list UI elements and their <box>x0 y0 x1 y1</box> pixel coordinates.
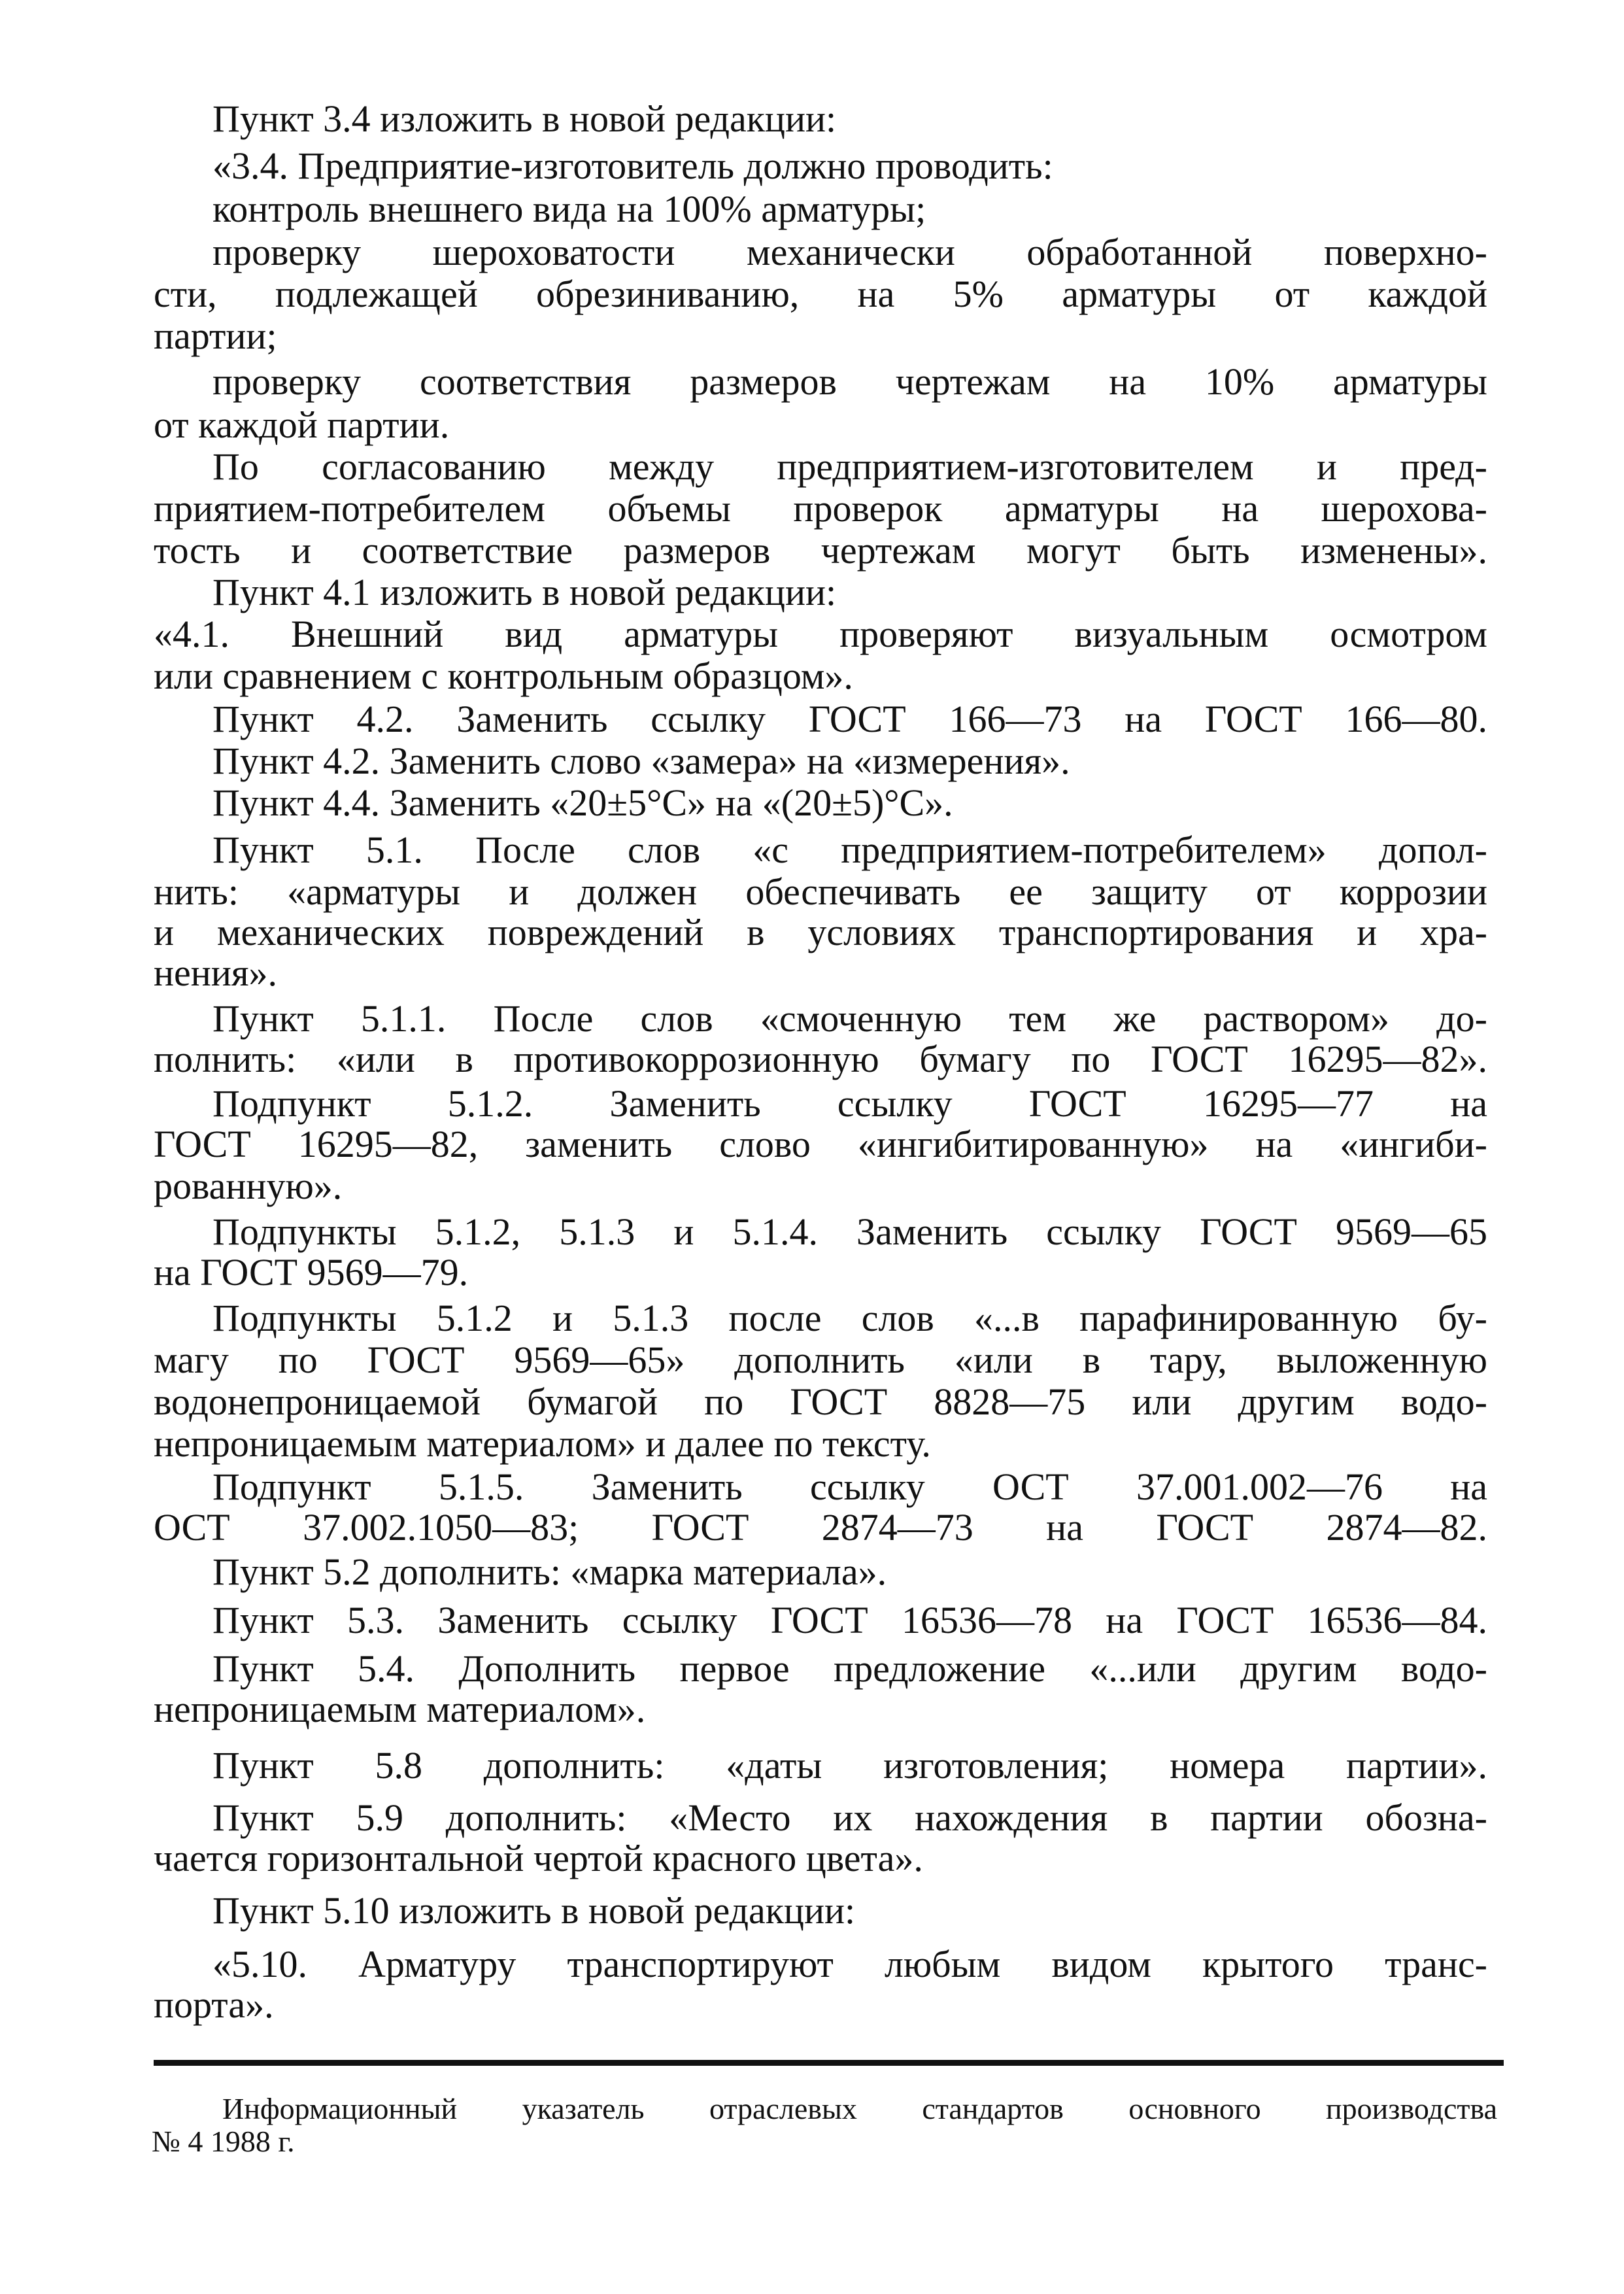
text-line: Пункт 5.1.1. После слов «смоченную тем же раствором» до- <box>212 997 1487 1040</box>
footnote-line-1: Информационный указатель отраслевых стандартов основного производства <box>222 2092 1497 2125</box>
text-line: проверку шероховатости механически обработанной поверхно- <box>212 231 1487 273</box>
text-line: Пункт 5.8 дополнить: «даты изготовления; номера партии». <box>212 1744 1487 1787</box>
text-line: нить: «арматуры и должен обеспечивать ее защиту от коррозии <box>154 870 1487 913</box>
text-line: Пункт 4.2. Заменить слово «замера» на «измерения». <box>212 740 1070 782</box>
text-line: полнить: «или в противокоррозионную бумагу по ГОСТ 16295—82». <box>154 1038 1487 1080</box>
text-line: тость и соответствие размеров чертежам могут быть изменены». <box>154 529 1487 572</box>
text-line: нения». <box>154 951 278 994</box>
text-line: Пункт 5.2 дополнить: «марка материала». <box>212 1550 887 1593</box>
text-line: партии; <box>154 315 277 357</box>
text-line: приятием-потребителем объемы проверок арматуры на шерохова- <box>154 487 1487 530</box>
text-line: «5.10. Арматуру транспортируют любым видом крытого транс- <box>212 1943 1487 1985</box>
text-line: контроль внешнего вида на 100% арматуры; <box>212 188 926 230</box>
text-line: магу по ГОСТ 9569—65» дополнить «или в тару, выложенную <box>154 1339 1487 1381</box>
text-line: Подпункты 5.1.2, 5.1.3 и 5.1.4. Заменить ссылку ГОСТ 9569—65 <box>212 1210 1487 1253</box>
text-line: или сравнением с контрольным образцом». <box>154 655 853 697</box>
text-line: проверку соответствия размеров чертежам на 10% арматуры <box>212 360 1487 403</box>
text-line: Пункт 4.2. Заменить ссылку ГОСТ 166—73 на ГОСТ 166—80. <box>212 698 1487 740</box>
text-line: Пункт 4.1 изложить в новой редакции: <box>212 571 837 613</box>
text-line: Пункт 5.3. Заменить ссылку ГОСТ 16536—78 на ГОСТ 16536—84. <box>212 1599 1487 1641</box>
text-line: непроницаемым материалом» и далее по тексту. <box>154 1422 931 1465</box>
text-line: «4.1. Внешний вид арматуры проверяют визуальным осмотром <box>154 613 1487 655</box>
text-line: Подпункт 5.1.5. Заменить ссылку ОСТ 37.001.002—76 на <box>212 1465 1487 1508</box>
text-line: чается горизонтальной чертой красного цвета». <box>154 1837 923 1879</box>
text-line: Пункт 5.1. После слов «с предприятием-потребителем» допол- <box>212 829 1487 871</box>
text-line: «3.4. Предприятие-изготовитель должно проводить: <box>212 145 1053 187</box>
text-line: Пункт 5.4. Дополнить первое предложение «...или другим водо- <box>212 1647 1487 1690</box>
text-line: и механических повреждений в условиях транспортирования и хра- <box>154 911 1487 953</box>
text-line: Подпункт 5.1.2. Заменить ссылку ГОСТ 16295—77 на <box>212 1082 1487 1125</box>
text-line: Пункт 5.10 изложить в новой редакции: <box>212 1889 856 1932</box>
text-line: рованную». <box>154 1165 343 1207</box>
text-line: порта». <box>154 1983 274 2026</box>
text-line: водонепроницаемой бумагой по ГОСТ 8828—75 или другим водо- <box>154 1380 1487 1423</box>
text-line: сти, подлежащей обрезиниванию, на 5% арматуры от каждой <box>154 273 1487 315</box>
text-line: Подпункты 5.1.2 и 5.1.3 после слов «...в парафинированную бу- <box>212 1297 1487 1339</box>
text-line: на ГОСТ 9569—79. <box>154 1251 469 1293</box>
text-line: ГОСТ 16295—82, заменить слово «ингибитированную» на «ингиби- <box>154 1123 1487 1165</box>
text-line: По согласованию между предприятием-изготовителем и пред- <box>212 445 1487 488</box>
text-line: непроницаемым материалом». <box>154 1688 646 1730</box>
text-line: ОСТ 37.002.1050—83; ГОСТ 2874—73 на ГОСТ 2874—82. <box>154 1506 1487 1549</box>
text-line: Пункт 4.4. Заменить «20±5°С» на «(20±5)°С». <box>212 781 953 824</box>
text-line: Пункт 3.4 изложить в новой редакции: <box>212 97 837 140</box>
footnote-divider <box>154 2060 1504 2066</box>
text-line: от каждой партии. <box>154 403 450 446</box>
footnote-line-2: № 4 1988 г. <box>152 2125 295 2158</box>
text-line: Пункт 5.9 дополнить: «Место их нахождения в партии обозна- <box>212 1796 1487 1839</box>
